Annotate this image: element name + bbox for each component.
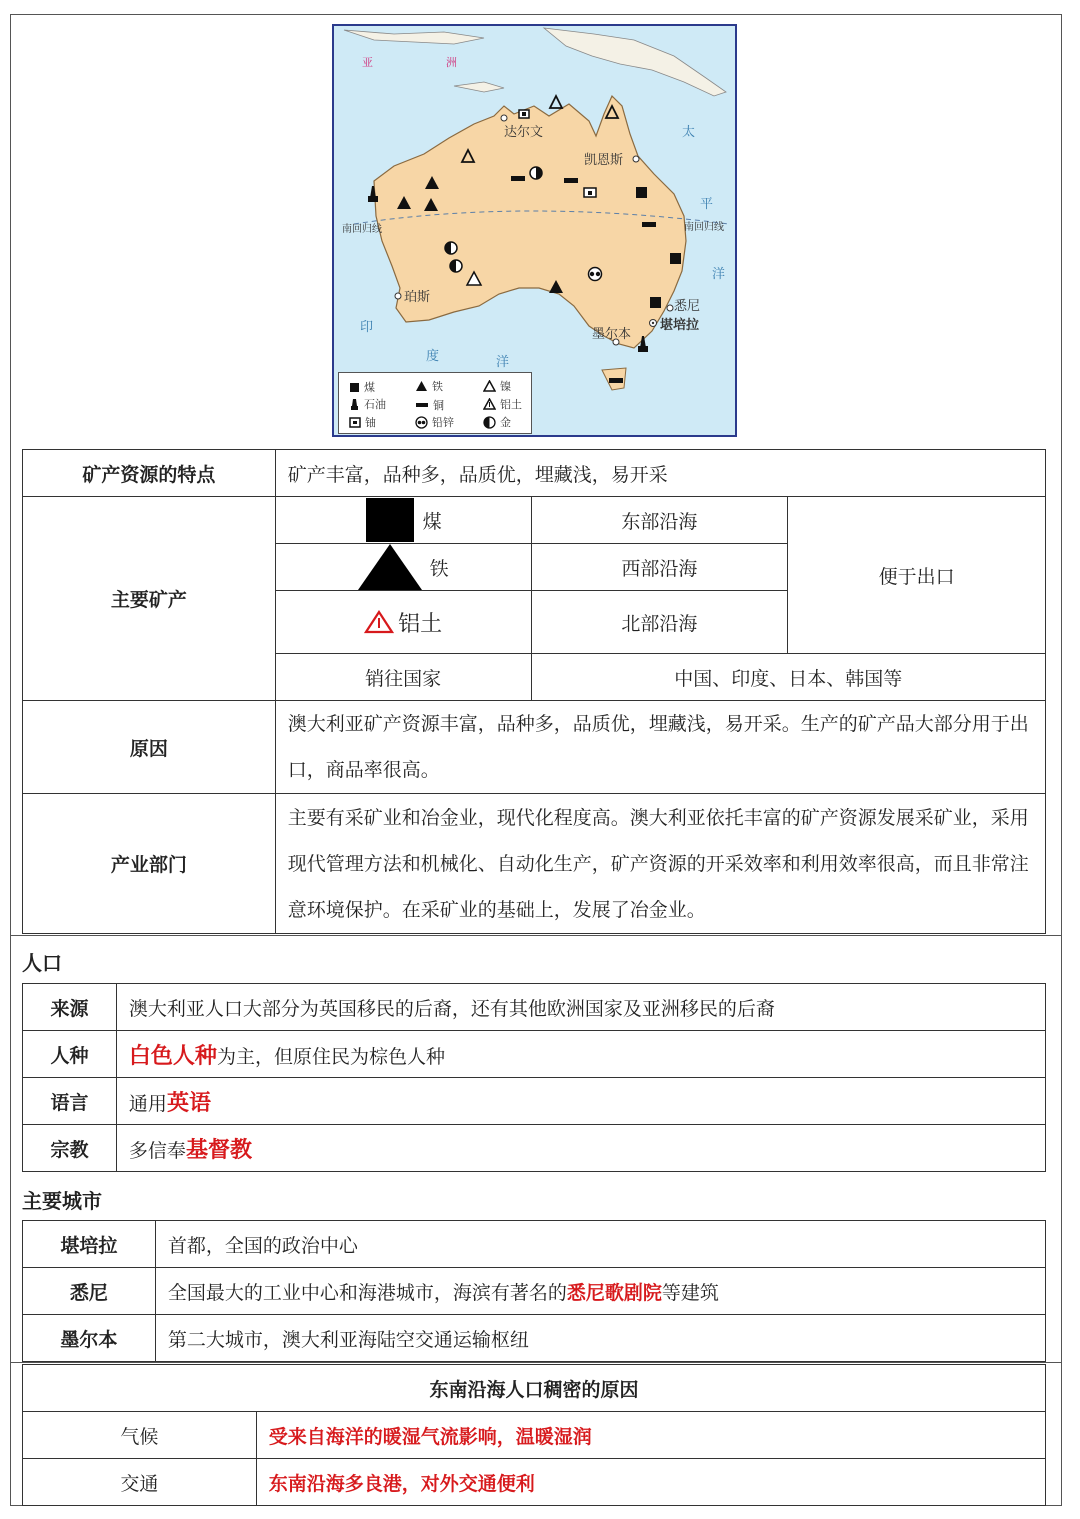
copper-icon — [609, 378, 623, 383]
pacific-label-1: 太 — [682, 125, 696, 140]
cairns-label: 凯恩斯 — [584, 153, 624, 168]
export-note: 便于出口 — [788, 497, 1046, 654]
leadzinc-icon-dot — [596, 272, 600, 276]
language-cell — [116, 1078, 1045, 1125]
industry-label: 产业部门 — [23, 794, 276, 934]
reason-label: 原因 — [23, 701, 276, 794]
coal-icon — [636, 187, 647, 198]
sydney-cell — [155, 1268, 1045, 1315]
copper-icon — [642, 222, 656, 227]
indian-label-1: 印 — [360, 320, 374, 335]
transport-label: 交通 — [23, 1459, 257, 1506]
coal-region: 东部沿海 — [531, 497, 788, 544]
coal-cell — [275, 497, 531, 544]
cities-title: 主要城市 — [22, 1189, 102, 1213]
indonesia-islands — [344, 30, 484, 44]
melbourne-label: 墨尔本 — [23, 1315, 156, 1362]
bauxite-icon — [550, 96, 562, 108]
religion-prefix: 多信奉 — [128, 1139, 186, 1162]
reason-cell — [275, 701, 1045, 794]
reason-text: 澳大利亚矿产资源丰富，品种多，品质优，埋藏浅，易开采。生产的矿产品大部分用于出口，商品率很高。 — [287, 713, 1029, 781]
divider — [10, 935, 1062, 936]
legend-iron: 铁 — [415, 378, 443, 394]
uranium-icon-core — [522, 112, 526, 116]
population-table — [22, 983, 1046, 1172]
new-guinea-land — [544, 28, 726, 96]
legend-nickel: 镍 — [483, 378, 511, 394]
race-rest: 为主，但原住民为棕色人种 — [216, 1045, 445, 1068]
canberra-text: 首都，全国的政治中心 — [155, 1221, 1045, 1268]
legend-copper: 铜 — [415, 397, 444, 413]
cities-table — [22, 1220, 1046, 1362]
transport-text: 东南沿海多良港，对外交通便利 — [256, 1459, 1045, 1506]
legend-leadzinc: 铅锌 — [415, 414, 454, 430]
religion-highlight: 基督教 — [185, 1136, 252, 1163]
legend-coal: 煤 — [349, 379, 375, 395]
religion-cell — [116, 1125, 1045, 1172]
southeast-table — [22, 1364, 1046, 1506]
iron-cell — [275, 544, 531, 591]
sydney-suffix: 等建筑 — [661, 1281, 719, 1304]
coal-name: 煤 — [422, 510, 442, 533]
feature-label: 矿产资源的特点 — [23, 450, 276, 497]
bauxite-icon — [364, 610, 394, 634]
sydney-dot — [667, 305, 673, 311]
race-highlight: 白色人种 — [128, 1042, 217, 1069]
sales-label: 销往国家 — [275, 654, 531, 701]
language-prefix: 通用 — [128, 1092, 167, 1115]
bauxite-name: 铝土 — [398, 611, 443, 637]
sydney-label: 悉尼 — [674, 299, 701, 314]
iron-name: 铁 — [429, 557, 449, 580]
population-title: 人口 — [22, 951, 62, 975]
tropic-label-west: 南回归线 — [342, 224, 382, 235]
legend-uranium: 铀 — [349, 414, 376, 430]
sydney-highlight: 悉尼歌剧院 — [566, 1281, 662, 1304]
melbourne-text: 第二大城市，澳大利亚海陆空交通运输枢纽 — [155, 1315, 1045, 1362]
main-minerals-label: 主要矿产 — [23, 497, 276, 701]
leadzinc-icon-dot — [590, 272, 594, 276]
religion-label: 宗教 — [23, 1125, 117, 1172]
coal-icon — [365, 498, 415, 542]
legend-gold: 金 — [483, 414, 511, 430]
sydney-prefix: 全国最大的工业中心和海港城市，海滨有著名的 — [167, 1281, 567, 1304]
canberra-dot-inner — [652, 322, 654, 324]
language-label: 语言 — [23, 1078, 117, 1125]
darwin-dot — [501, 115, 507, 121]
coal-icon — [650, 297, 661, 308]
climate-label: 气候 — [23, 1412, 257, 1459]
origin-label: 来源 — [23, 984, 117, 1031]
sales-value: 中国、印度、日本、韩国等 — [531, 654, 1045, 701]
language-highlight: 英语 — [166, 1089, 211, 1116]
industry-text: 主要有采矿业和冶金业，现代化程度高。澳大利亚依托丰富的矿产资源发展采矿业，采用现代管理方法和机械化、自动化生产，矿产资源的开采效率和利用效率很高，而且非常注意环境保护。在采矿业的基础上，发展了冶金业。 — [287, 806, 1029, 921]
darwin-label: 达尔文 — [504, 125, 544, 140]
copper-icon — [511, 176, 525, 181]
perth-label: 珀斯 — [404, 290, 431, 305]
tropic-label-east: 南回归线 — [684, 222, 724, 233]
canberra-label: 堪培拉 — [23, 1221, 156, 1268]
bauxite-region: 北部沿海 — [531, 591, 788, 654]
cairns-dot — [633, 156, 639, 162]
oil-icon-base — [638, 346, 648, 352]
industry-cell — [275, 794, 1045, 934]
uranium-icon-core — [588, 191, 592, 195]
map-legend — [338, 372, 532, 434]
minerals-table — [22, 449, 1046, 934]
feature-text: 矿产丰富，品种多，品质优，埋藏浅，易开采 — [275, 450, 1045, 497]
race-cell — [116, 1031, 1045, 1078]
canberra-label: 堪培拉 — [660, 318, 700, 333]
copper-icon — [564, 178, 578, 183]
legend-oil: 石油 — [349, 396, 386, 412]
legend-bauxite: 铝土 — [483, 396, 522, 412]
bauxite-cell — [275, 591, 531, 654]
perth-dot — [395, 293, 401, 299]
indian-label-2: 度 — [426, 349, 440, 364]
asia-label-1: 亚 — [362, 56, 373, 69]
timor-island — [454, 82, 504, 92]
melbourne-label: 墨尔本 — [592, 327, 632, 342]
divider — [10, 1362, 1062, 1363]
pacific-label-2: 平 — [700, 197, 714, 212]
asia-label-2: 洲 — [446, 56, 457, 69]
oil-icon-base — [368, 196, 378, 202]
coal-icon — [670, 253, 681, 264]
origin-text: 澳大利亚人口大部分为英国移民的后裔，还有其他欧洲国家及亚洲移民的后裔 — [116, 984, 1045, 1031]
race-label: 人种 — [23, 1031, 117, 1078]
climate-text: 受来自海洋的暖湿气流影响，温暖湿润 — [256, 1412, 1045, 1459]
pacific-label-3: 洋 — [712, 267, 726, 282]
iron-region: 西部沿海 — [531, 544, 788, 591]
southeast-title: 东南沿海人口稠密的原因 — [23, 1365, 1046, 1412]
sydney-label: 悉尼 — [23, 1268, 156, 1315]
indian-label-3: 洋 — [496, 355, 510, 370]
iron-icon — [358, 544, 422, 590]
